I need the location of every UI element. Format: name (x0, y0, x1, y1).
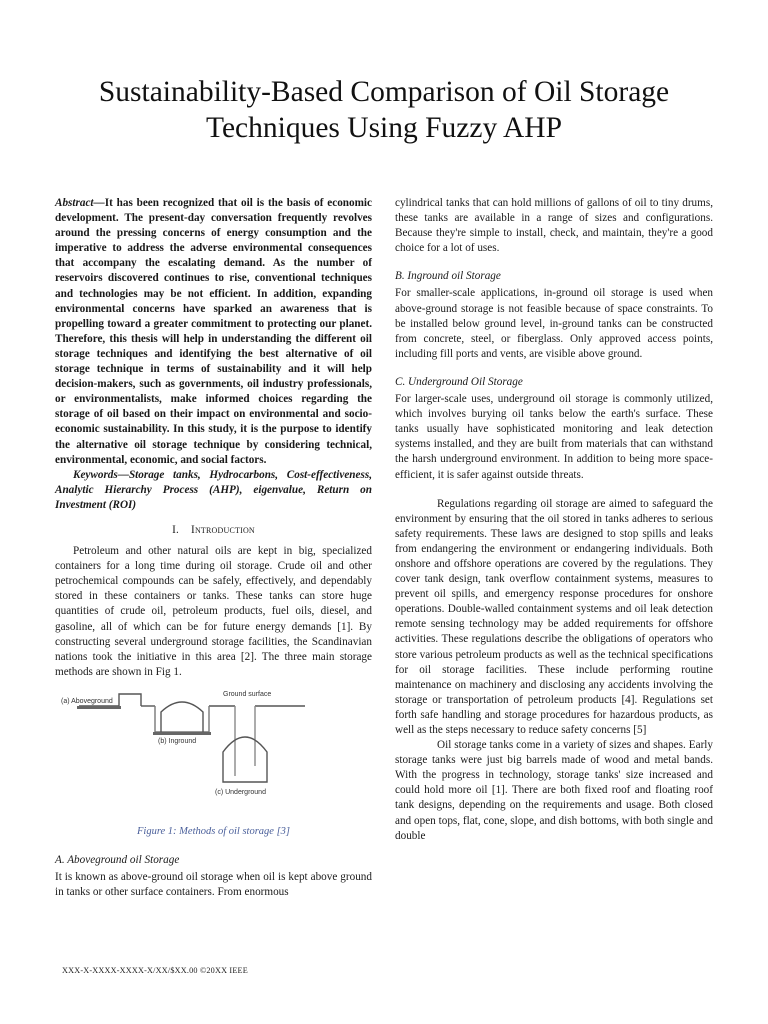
storage-methods-diagram (55, 686, 372, 814)
abstract-text: It has been recognized that oil is the basis of economic development. The present-day conversation frequently revolves around the pressing concerns of energy consumption and the imperative to address the adverse environmental consequences that accompany the escalating demand. As the number of reservoirs discovered continues to rise, conventional techniques and technologies may be not efficient. In addition, expanding environmental concerns have sparked an awareness that is propelling toward a greater commitment to protecting our planet. Therefore, this thesis will help in understanding the different oil storage techniques and identifying the best alternative of oil storage technique in terms of sustainability and it will help decision-makers, such as governments, oil industry professionals, or environmentalists, make informed choices regarding the storage of oil based on their impact on environmental and socio-economic sustainability. In this study, it is the purpose to identify the alternative oil storage technique by considering technical, environmental, economic, and social factors. (55, 197, 372, 466)
paragraph-gap (395, 483, 713, 497)
subsection-c-title: C. Underground Oil Storage (395, 375, 523, 388)
copyright-footer: XXX-X-XXXX-XXXX-X/XX/$XX.00 ©20XX IEEE (62, 966, 248, 975)
intro-paragraph: Petroleum and other natural oils are kept in big, specialized containers for a long time during oil storage. Crude oil and other petrochemical compounds can be safely, effectively, and dependably stored in these containers or tanks. These tanks can store huge quantities of crude oil, petroleum products, fuel oils, diesel, and gasoline, all of which can be for future energy demands [1]. By constructing several underground storage facilities, the Scandinavian nations took the initiative in this area [2]. The three main storage methods are shown in Fig 1. (55, 545, 372, 678)
tanks-paragraph: Oil storage tanks come in a variety of sizes and shapes. Early storage tanks were just big barrels made of wood and metal bands. With the progress in technology, storage tanks' size increased and could hold more oil [1]. There are both fixed roof and floating roof tank designs, depending on the requirements and usage. Both closed and open tops, flat, cone, slope, and dish bottoms, with both single and double (395, 739, 713, 842)
section-number: I. (172, 523, 180, 536)
subsection-a-title: A. Aboveground oil Storage (55, 854, 180, 866)
figure-oil-storage-methods (55, 686, 372, 814)
abstract-label: Abstract— (55, 197, 105, 209)
regulations-paragraph: Regulations regarding oil storage are aimed to safeguard the environment by ensuring that the oil stored in tanks adheres to serious safety requirements. These laws are designed to stop spills and leaks from endangering the environment or endangering individuals. Both onshore and offshore operations are covered by the regulations. They cover tank design, tank overflow containment systems, measures to prevent oil spills, and emergency response procedures for onshore operations. Double-walled containment systems and oil leak detection remote sensing technology may be added requirements for offshore activities. These regulations describe the obligations of operators who store various petroleum products as well as the technical specifications for oil storage facilities. These include performing routine maintenance on machinery and disclosing any accidents involving the storage or transportation of petroleum products [4]. Regulations set forth safe handling and storage procedures for hazardous products, as well as the steps necessary to reduce safety concerns [5] (395, 497, 713, 736)
paper-title: Sustainability-Based Comparison of Oil Storage Techniques Using Fuzzy AHP (98, 76, 670, 144)
left-column (55, 196, 372, 900)
subsection-c-text: For larger-scale uses, underground oil storage is commonly utilized, which involves burying oil tanks below the earth's surface. These tanks usually have sophisticated monitoring and leak detection systems installed, and they are built from materials that can withstand the harsh underground environment. In addition to being more space-efficient, it is safer against outside threats. (395, 393, 713, 481)
subsection-b-title: B. Inground oil Storage (395, 270, 501, 283)
right-column (395, 196, 713, 844)
keywords: Keywords—Storage tanks, Hydrocarbons, Cost-effectiveness, Analytic Hierarchy Process (AHP), eigenvalue, Return on Investment (ROI) (55, 468, 372, 511)
figure-caption: Figure 1: Methods of oil storage [3] (136, 825, 291, 837)
subsection-a-continued: cylindrical tanks that can hold millions of gallons of oil to tiny drums, these tanks are available in a range of sizes and configurations. Because they're simple to install, check, and maintain, they're a good choice for a lot of uses. (395, 197, 713, 255)
label-ground-surface: Ground surface (223, 690, 272, 698)
section-title: Introduction (191, 523, 255, 536)
subsection-a-text: It is known as above-ground oil storage when oil is kept above ground in tanks or other surface containers. From enormous (55, 871, 372, 899)
abstract (55, 196, 372, 468)
section-heading-introduction (55, 523, 372, 538)
subsection-b-text: For smaller-scale applications, in-ground oil storage is used when above-ground storage is not feasible because of space constraints. To be installed below ground level, in-ground tanks can be constructed from concrete, steel, or fiberglass. Only approved access points, including fill ports and vents, are visible above ground. (395, 287, 713, 360)
label-inground: (b) Inground (158, 737, 197, 745)
label-aboveground: (a) Aboveground (61, 697, 113, 705)
label-underground: (c) Underground (215, 788, 266, 796)
